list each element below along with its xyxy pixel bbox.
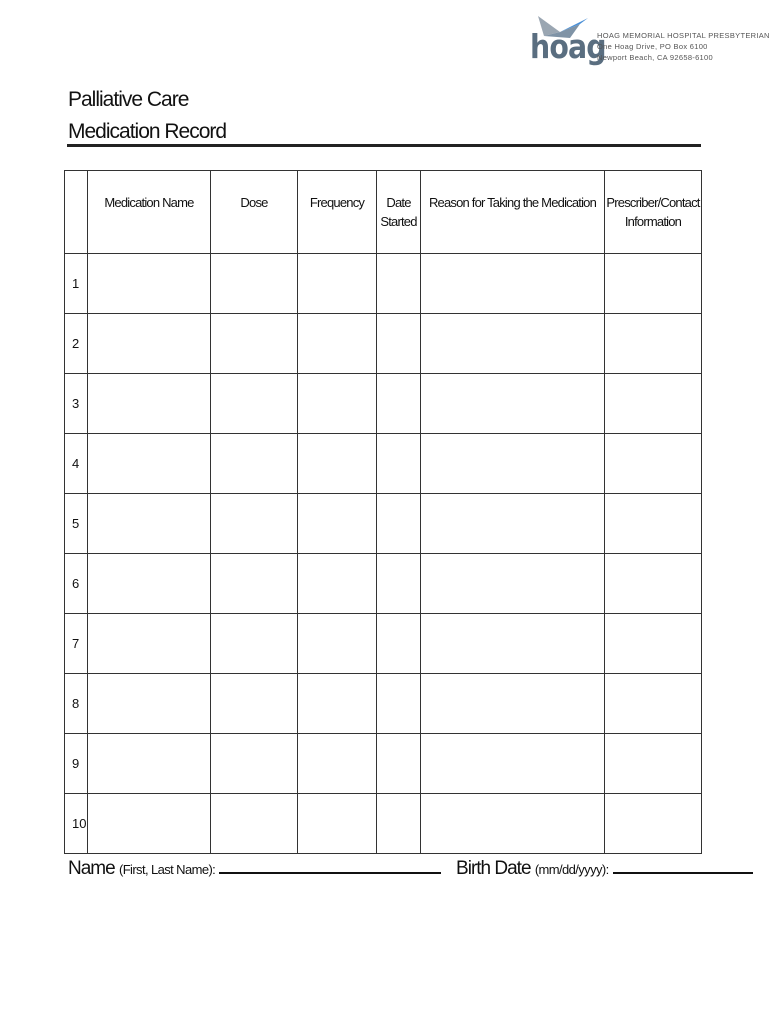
entry-cell[interactable] <box>211 554 298 614</box>
table-row <box>65 314 702 374</box>
hospital-address <box>597 30 770 63</box>
entry-cell[interactable] <box>298 734 377 794</box>
birth-date-label: Birth Date <box>456 858 531 879</box>
column-header: Frequency <box>298 171 377 254</box>
entry-cell[interactable] <box>421 734 605 794</box>
entry-cell[interactable] <box>88 254 211 314</box>
entry-cell[interactable] <box>421 314 605 374</box>
birth-date-field[interactable] <box>613 858 753 874</box>
entry-cell[interactable] <box>88 614 211 674</box>
title-line-1: Palliative Care <box>68 88 189 111</box>
entry-cell[interactable] <box>88 674 211 734</box>
entry-cell[interactable] <box>605 254 702 314</box>
entry-cell[interactable] <box>377 434 421 494</box>
entry-cell[interactable] <box>298 614 377 674</box>
row-number: 10 <box>65 794 88 854</box>
row-number: 1 <box>65 254 88 314</box>
table-row <box>65 794 702 854</box>
entry-cell[interactable] <box>298 554 377 614</box>
entry-cell[interactable] <box>211 374 298 434</box>
patient-info-footer <box>68 858 753 880</box>
entry-cell[interactable] <box>377 374 421 434</box>
table-row <box>65 434 702 494</box>
address-line: One Hoag Drive, PO Box 6100 <box>597 42 708 51</box>
row-number: 5 <box>65 494 88 554</box>
entry-cell[interactable] <box>377 794 421 854</box>
entry-cell[interactable] <box>605 614 702 674</box>
table-row <box>65 554 702 614</box>
entry-cell[interactable] <box>377 494 421 554</box>
entry-cell[interactable] <box>421 374 605 434</box>
entry-cell[interactable] <box>605 374 702 434</box>
table-row <box>65 254 702 314</box>
entry-cell[interactable] <box>298 674 377 734</box>
table-row <box>65 374 702 434</box>
entry-cell[interactable] <box>377 614 421 674</box>
row-number: 8 <box>65 674 88 734</box>
column-header: Reason for Taking the Medication <box>421 171 605 254</box>
entry-cell[interactable] <box>88 734 211 794</box>
logo-wordmark: hoag <box>530 27 606 66</box>
column-header: Medication Name <box>88 171 211 254</box>
name-field[interactable] <box>219 858 441 874</box>
row-number: 3 <box>65 374 88 434</box>
table-header-row <box>65 171 702 254</box>
entry-cell[interactable] <box>88 554 211 614</box>
row-number: 6 <box>65 554 88 614</box>
entry-cell[interactable] <box>211 734 298 794</box>
entry-cell[interactable] <box>377 254 421 314</box>
entry-cell[interactable] <box>211 494 298 554</box>
address-line: Newport Beach, CA 92658-6100 <box>597 53 713 62</box>
medication-table <box>64 170 702 854</box>
entry-cell[interactable] <box>211 254 298 314</box>
title-line-2: Medication Record <box>68 120 227 143</box>
entry-cell[interactable] <box>421 614 605 674</box>
table-row <box>65 674 702 734</box>
entry-cell[interactable] <box>298 254 377 314</box>
address-line: HOAG MEMORIAL HOSPITAL PRESBYTERIAN <box>597 31 770 40</box>
entry-cell[interactable] <box>88 434 211 494</box>
entry-cell[interactable] <box>211 314 298 374</box>
entry-cell[interactable] <box>605 494 702 554</box>
entry-cell[interactable] <box>421 494 605 554</box>
entry-cell[interactable] <box>298 374 377 434</box>
name-label: Name <box>68 858 115 879</box>
table-body <box>65 254 702 854</box>
entry-cell[interactable] <box>605 434 702 494</box>
row-number-header <box>65 171 88 254</box>
row-number: 2 <box>65 314 88 374</box>
entry-cell[interactable] <box>298 494 377 554</box>
entry-cell[interactable] <box>88 374 211 434</box>
entry-cell[interactable] <box>605 794 702 854</box>
table-row <box>65 614 702 674</box>
entry-cell[interactable] <box>421 554 605 614</box>
table-row <box>65 494 702 554</box>
entry-cell[interactable] <box>605 314 702 374</box>
entry-cell[interactable] <box>377 554 421 614</box>
entry-cell[interactable] <box>298 794 377 854</box>
entry-cell[interactable] <box>298 434 377 494</box>
entry-cell[interactable] <box>88 794 211 854</box>
entry-cell[interactable] <box>88 314 211 374</box>
entry-cell[interactable] <box>377 674 421 734</box>
name-hint: (First, Last Name): <box>118 862 216 877</box>
entry-cell[interactable] <box>211 674 298 734</box>
birth-date-hint: (mm/dd/yyyy): <box>534 862 609 877</box>
row-number: 7 <box>65 614 88 674</box>
entry-cell[interactable] <box>421 254 605 314</box>
column-header: Prescriber/Contact Information <box>605 171 702 254</box>
entry-cell[interactable] <box>377 314 421 374</box>
row-number: 9 <box>65 734 88 794</box>
entry-cell[interactable] <box>605 674 702 734</box>
entry-cell[interactable] <box>421 674 605 734</box>
entry-cell[interactable] <box>605 734 702 794</box>
page-title <box>68 84 226 148</box>
entry-cell[interactable] <box>298 314 377 374</box>
entry-cell[interactable] <box>421 434 605 494</box>
table-row <box>65 734 702 794</box>
column-header: Date Started <box>377 171 421 254</box>
entry-cell[interactable] <box>211 434 298 494</box>
entry-cell[interactable] <box>421 794 605 854</box>
entry-cell[interactable] <box>605 554 702 614</box>
row-number: 4 <box>65 434 88 494</box>
entry-cell[interactable] <box>211 614 298 674</box>
column-header: Dose <box>211 171 298 254</box>
entry-cell[interactable] <box>88 494 211 554</box>
entry-cell[interactable] <box>377 734 421 794</box>
title-divider <box>67 144 701 147</box>
entry-cell[interactable] <box>211 794 298 854</box>
